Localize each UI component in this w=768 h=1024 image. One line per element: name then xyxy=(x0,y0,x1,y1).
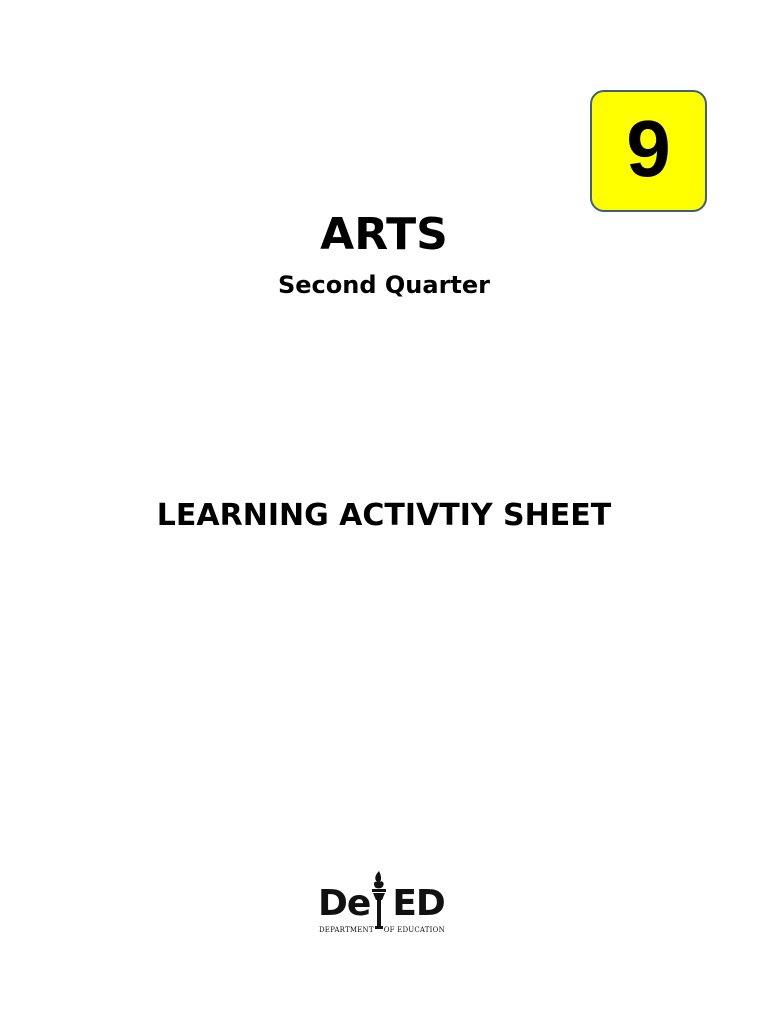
quarter-subtitle: Second Quarter xyxy=(277,271,490,299)
sheet-title: LEARNING ACTIVTIY SHEET xyxy=(156,498,612,533)
grade-number: 9 xyxy=(626,104,671,193)
logo-caption-left: DEPARTMENT xyxy=(319,926,374,934)
logo-word-left: De xyxy=(318,883,371,924)
logo-caption-right: OF EDUCATION xyxy=(383,926,445,934)
logo-word-right: ED xyxy=(392,883,445,924)
torch-icon xyxy=(369,870,389,930)
logo-caption xyxy=(319,925,453,935)
subject-title: ARTS xyxy=(320,209,448,260)
grade-badge xyxy=(590,90,707,212)
deped-logo xyxy=(318,870,452,938)
